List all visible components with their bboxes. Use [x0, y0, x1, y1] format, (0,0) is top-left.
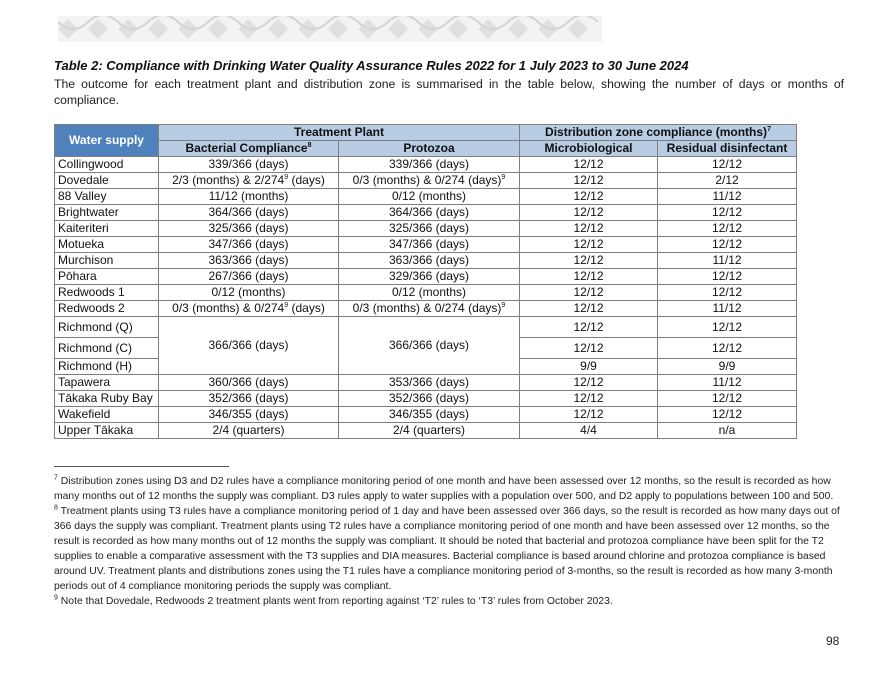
cell-bacterial: 0/12 (months) — [159, 285, 339, 301]
cell-micro: 12/12 — [520, 157, 658, 173]
cell-bacterial-tail: (days) — [288, 173, 325, 187]
cell-micro: 12/12 — [520, 285, 658, 301]
cell-protozoa: 329/366 (days) — [339, 269, 520, 285]
cell-residual: 11/12 — [658, 189, 797, 205]
cell-protozoa-text: 0/3 (months) & 0/274 (days) — [352, 173, 502, 187]
footnote-ref: 9 — [284, 174, 289, 181]
cell-micro: 12/12 — [520, 301, 658, 317]
cell-micro: 9/9 — [520, 359, 658, 375]
cell-bacterial: 364/366 (days) — [159, 205, 339, 221]
cell-micro: 12/12 — [520, 317, 658, 338]
cell-bacterial: 347/366 (days) — [159, 237, 339, 253]
table-row — [55, 173, 797, 189]
cell-protozoa: 347/366 (days) — [339, 237, 520, 253]
cell-protozoa: 364/366 (days) — [339, 205, 520, 221]
cell-residual: 11/12 — [658, 375, 797, 391]
cell-supply: Richmond (Q) — [55, 317, 159, 338]
cell-supply: Collingwood — [55, 157, 159, 173]
table-row — [55, 237, 797, 253]
footnote-divider — [54, 466, 229, 467]
cell-micro: 12/12 — [520, 189, 658, 205]
table-row — [55, 407, 797, 423]
cell-residual: 12/12 — [658, 205, 797, 221]
cell-protozoa: 339/366 (days) — [339, 157, 520, 173]
cell-residual: n/a — [658, 423, 797, 439]
table-row — [55, 189, 797, 205]
compliance-table — [54, 124, 797, 439]
table-row — [55, 157, 797, 173]
cell-bacterial — [159, 301, 339, 317]
cell-residual: 11/12 — [658, 253, 797, 269]
cell-bacterial-text: 0/3 (months) & 0/274 — [172, 301, 285, 315]
page-number: 98 — [826, 634, 840, 648]
cell-protozoa: 346/355 (days) — [339, 407, 520, 423]
cell-protozoa-text: 0/3 (months) & 0/274 (days) — [352, 301, 502, 315]
footnote-7 — [54, 474, 844, 504]
cell-bacterial: 346/355 (days) — [159, 407, 339, 423]
cell-protozoa: 0/12 (months) — [339, 285, 520, 301]
footnote-number: 7 — [54, 474, 58, 482]
cell-supply: 88 Valley — [55, 189, 159, 205]
header-microbiological: Microbiological — [520, 141, 658, 157]
cell-bacterial: 325/366 (days) — [159, 221, 339, 237]
footnote-text: Note that Dovedale, Redwoods 2 treatment plants went from reporting against ‘T2’ rules to ‘T3’ rules from October 2023. — [57, 596, 613, 607]
footnote-ref: 9 — [284, 302, 289, 309]
cell-residual: 12/12 — [658, 157, 797, 173]
cell-residual: 12/12 — [658, 285, 797, 301]
header-distribution-zone — [520, 125, 797, 141]
cell-micro: 12/12 — [520, 391, 658, 407]
table-title: Table 2: Compliance with Drinking Water Quality Assurance Rules 2022 for 1 July 2023 to 30 June 2024 — [54, 58, 689, 73]
cell-micro: 12/12 — [520, 205, 658, 221]
cell-bacterial: 11/12 (months) — [159, 189, 339, 205]
header-treatment-plant: Treatment Plant — [159, 125, 520, 141]
cell-residual: 12/12 — [658, 338, 797, 359]
cell-protozoa: 2/4 (quarters) — [339, 423, 520, 439]
cell-residual: 12/12 — [658, 221, 797, 237]
cell-protozoa: 325/366 (days) — [339, 221, 520, 237]
cell-bacterial-text: 2/3 (months) & 2/274 — [172, 173, 285, 187]
cell-supply: Redwoods 1 — [55, 285, 159, 301]
cell-protozoa: 353/366 (days) — [339, 375, 520, 391]
header-residual-disinfectant: Residual disinfectant — [658, 141, 797, 157]
cell-bacterial: 360/366 (days) — [159, 375, 339, 391]
cell-supply: Kaiteriteri — [55, 221, 159, 237]
table-row — [55, 423, 797, 439]
decorative-banner — [58, 16, 602, 42]
footnote-number: 9 — [54, 594, 58, 602]
cell-supply: Pōhara — [55, 269, 159, 285]
cell-bacterial: 363/366 (days) — [159, 253, 339, 269]
cell-bacterial-merged: 366/366 (days) — [159, 317, 339, 375]
footnote-text: Treatment plants using T3 rules have a compliance monitoring period of 1 day and have been assessed over 366 days, so the result is recorded as how many days out of 366 days the supply was compliant. Treatment plants using T2 rules have a compliance monitoring period of one month and have been assessed over 12 months, so the result is recorded as how many months out of 12 months the supply was compliant. It should be noted that bacterial and protozoa compliance have been split for the T2 supplies to enable a comparative assessment with the T3 supplies and DIA measures. Bacterial compliance is based around chlorine and protozoa compliance is based around UV. Treatment plants and distributions zones using the T1 rules have a compliance monitoring period of 3-months, so the result is recorded as how many 3-month periods out of 4 compliance monitoring periods the supply was compliant. — [54, 506, 840, 592]
cell-supply: Brightwater — [55, 205, 159, 221]
cell-protozoa-merged: 366/366 (days) — [339, 317, 520, 375]
footnote-number: 8 — [54, 504, 58, 512]
footnote-ref: 8 — [307, 142, 312, 149]
cell-supply: Wakefield — [55, 407, 159, 423]
cell-bacterial — [159, 173, 339, 189]
table-row — [55, 269, 797, 285]
cell-residual: 12/12 — [658, 317, 797, 338]
cell-protozoa — [339, 301, 520, 317]
cell-micro: 4/4 — [520, 423, 658, 439]
cell-micro: 12/12 — [520, 237, 658, 253]
cell-supply: Upper Tākaka — [55, 423, 159, 439]
cell-supply: Redwoods 2 — [55, 301, 159, 317]
cell-residual: 11/12 — [658, 301, 797, 317]
table-row — [55, 375, 797, 391]
cell-micro: 12/12 — [520, 221, 658, 237]
table-row — [55, 253, 797, 269]
cell-micro: 12/12 — [520, 407, 658, 423]
cell-supply: Motueka — [55, 237, 159, 253]
header-bacterial-label: Bacterial Compliance — [185, 141, 308, 155]
footnote-9 — [54, 594, 844, 609]
cell-micro: 12/12 — [520, 338, 658, 359]
cell-protozoa: 0/12 (months) — [339, 189, 520, 205]
table-row — [55, 391, 797, 407]
cell-supply: Richmond (C) — [55, 338, 159, 359]
table-row — [55, 301, 797, 317]
cell-residual: 12/12 — [658, 391, 797, 407]
footnotes — [54, 474, 844, 609]
cell-bacterial: 267/366 (days) — [159, 269, 339, 285]
cell-residual: 12/12 — [658, 237, 797, 253]
cell-residual: 12/12 — [658, 407, 797, 423]
footnote-text: Distribution zones using D3 and D2 rules have a compliance monitoring period of one month and have been assessed over 12 months, so the result is recorded as how many months out of 12 months the supply was compliant. D3 rules apply to water supplies with a population over 500, and D2 apply to populations between 100 and 500. — [54, 476, 834, 502]
cell-micro: 12/12 — [520, 253, 658, 269]
intro-paragraph: The outcome for each treatment plant and distribution zone is summarised in the table below, showing the number of days or months of compliance. — [54, 77, 844, 107]
cell-residual: 2/12 — [658, 173, 797, 189]
cell-supply: Dovedale — [55, 173, 159, 189]
cell-supply: Tākaka Ruby Bay — [55, 391, 159, 407]
cell-supply: Tapawera — [55, 375, 159, 391]
footnote-ref: 9 — [501, 302, 506, 309]
footnote-ref: 9 — [501, 174, 506, 181]
table-row — [55, 221, 797, 237]
cell-protozoa — [339, 173, 520, 189]
cell-micro: 12/12 — [520, 269, 658, 285]
cell-supply: Murchison — [55, 253, 159, 269]
cell-bacterial: 2/4 (quarters) — [159, 423, 339, 439]
cell-bacterial: 352/366 (days) — [159, 391, 339, 407]
cell-protozoa: 363/366 (days) — [339, 253, 520, 269]
cell-bacterial-tail: (days) — [288, 301, 325, 315]
table-row — [55, 317, 797, 338]
cell-supply: Richmond (H) — [55, 359, 159, 375]
table-row — [55, 205, 797, 221]
cell-residual: 12/12 — [658, 269, 797, 285]
header-water-supply: Water supply — [55, 125, 159, 157]
header-protozoa: Protozoa — [339, 141, 520, 157]
footnote-ref: 7 — [767, 126, 771, 133]
cell-micro: 12/12 — [520, 173, 658, 189]
header-distribution-label: Distribution zone compliance (months) — [545, 125, 768, 139]
cell-residual: 9/9 — [658, 359, 797, 375]
table-row — [55, 285, 797, 301]
footnote-8 — [54, 504, 844, 594]
cell-micro: 12/12 — [520, 375, 658, 391]
cell-protozoa: 352/366 (days) — [339, 391, 520, 407]
cell-bacterial: 339/366 (days) — [159, 157, 339, 173]
header-bacterial — [159, 141, 339, 157]
